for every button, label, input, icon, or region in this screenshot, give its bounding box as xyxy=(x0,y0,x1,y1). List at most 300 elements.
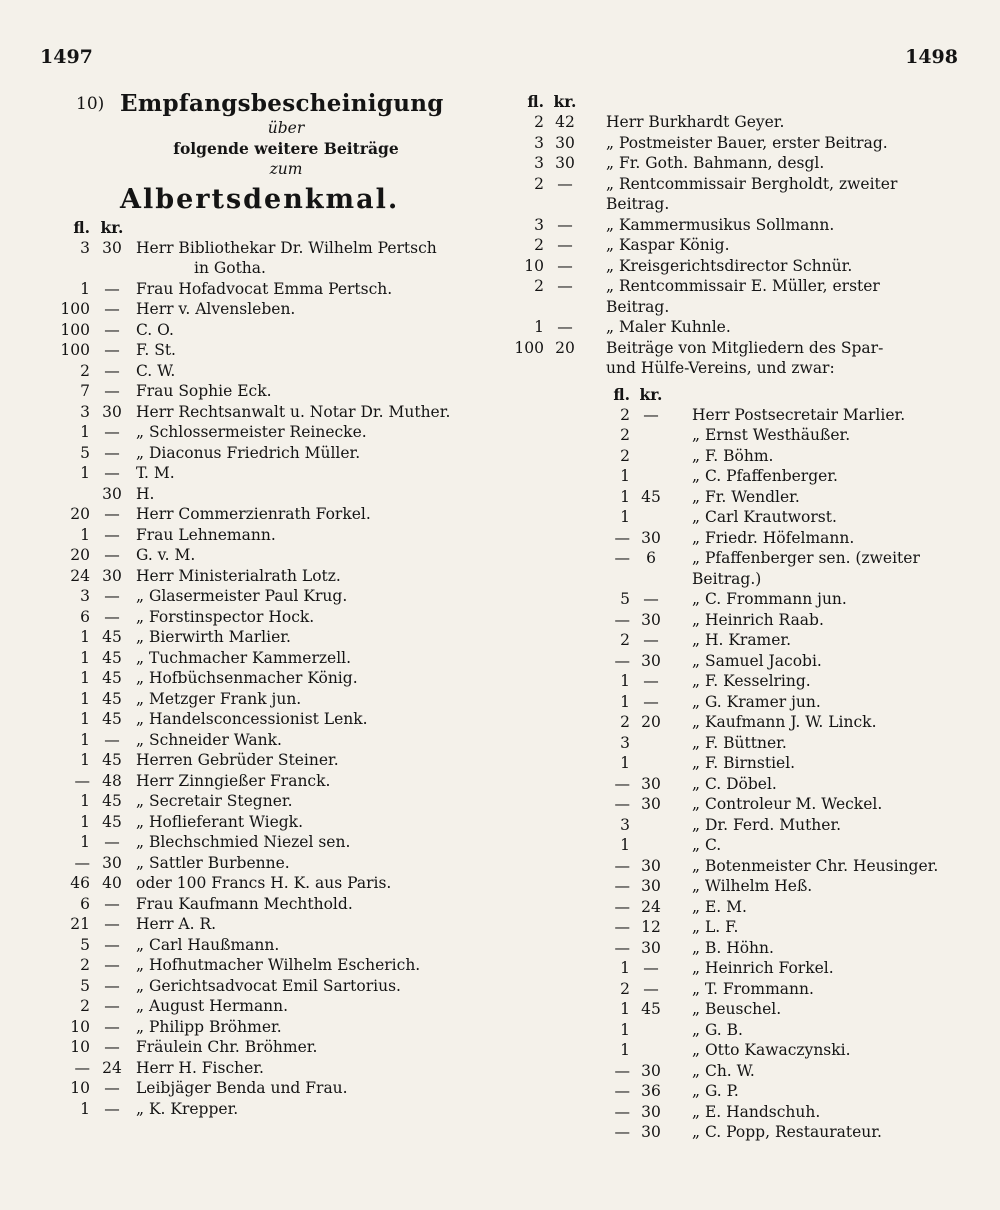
donation-row xyxy=(586,446,958,467)
donation-row xyxy=(36,1078,490,1099)
donor-text: „ K. Krepper. xyxy=(136,1099,239,1118)
amount-fl: 1 xyxy=(620,754,630,772)
header-kr: kr. xyxy=(553,92,577,111)
amount-fl: 3 xyxy=(534,215,544,234)
donor-text: „ Glasermeister Paul Krug. xyxy=(136,587,348,605)
amount-fl: — xyxy=(614,774,630,793)
donation-row xyxy=(36,1058,490,1079)
amount-fl: 3 xyxy=(620,815,630,834)
amount-fl: 2 xyxy=(620,405,630,424)
amount-fl: 1 xyxy=(80,1099,90,1118)
section-heading xyxy=(36,92,490,118)
amount-kr: — xyxy=(104,833,120,851)
donation-row xyxy=(586,630,958,651)
donor-text: F. St. xyxy=(136,341,176,359)
donor-text: „ Wilhelm Heß. xyxy=(692,877,813,895)
amount-fl: 1 xyxy=(80,423,90,441)
donation-row xyxy=(36,525,490,546)
donation-row xyxy=(586,794,958,815)
donation-row xyxy=(586,405,958,426)
donation-row xyxy=(586,1081,958,1102)
donor-text: „ Bierwirth Marlier. xyxy=(136,628,291,646)
donor-text: „ Carl Haußmann. xyxy=(136,935,280,954)
amount-fl: 6 xyxy=(80,607,90,626)
donation-row xyxy=(586,876,958,897)
amount-kr: 40 xyxy=(102,874,122,892)
donor-text: H. xyxy=(136,484,155,503)
donation-row xyxy=(36,422,490,443)
donor-text: „ F. Böhm. xyxy=(692,446,774,465)
donation-row xyxy=(36,566,490,587)
amount-kr: 30 xyxy=(641,1061,661,1080)
donor-text: „ Carl Krautworst. xyxy=(692,508,837,526)
amount-fl: 2 xyxy=(80,361,90,380)
donation-row xyxy=(586,692,958,713)
donor-text: „ Controleur M. Weckel. xyxy=(692,795,883,813)
amount-kr: 30 xyxy=(641,528,661,547)
donation-row xyxy=(586,548,958,569)
donation-row xyxy=(36,894,490,915)
donation-row xyxy=(586,774,958,795)
amount-kr: — xyxy=(557,318,573,336)
amount-kr: — xyxy=(104,279,120,298)
header-fl: fl. xyxy=(527,92,544,111)
amount-kr: — xyxy=(104,423,120,441)
amount-kr: — xyxy=(104,1017,120,1036)
amount-fl xyxy=(36,484,90,505)
amount-fl: 2 xyxy=(620,979,630,998)
amount-fl: — xyxy=(614,610,630,629)
amount-kr: 45 xyxy=(641,1000,661,1018)
amount-kr xyxy=(90,258,134,279)
amount-fl xyxy=(500,358,544,379)
amount-fl: 1 xyxy=(80,279,90,298)
donor-text: „ G. Kramer jun. xyxy=(692,692,821,711)
amount-fl: 2 xyxy=(534,236,544,254)
amount-kr: 45 xyxy=(102,710,122,728)
amount-fl: — xyxy=(74,771,90,790)
amount-fl: 20 xyxy=(70,546,90,564)
donation-row xyxy=(586,610,958,631)
donor-text: Herr Burkhardt Geyer. xyxy=(606,113,785,131)
donation-row xyxy=(36,996,490,1017)
donor-text: Beitrag. xyxy=(606,297,670,316)
donation-row xyxy=(36,586,490,607)
amount-kr: 30 xyxy=(641,774,661,793)
donor-text: „ Rentcommissair Bergholdt, zweiter xyxy=(606,174,898,193)
amount-fl: 3 xyxy=(80,587,90,605)
amount-fl: — xyxy=(614,549,630,567)
amount-kr: 30 xyxy=(641,938,661,957)
amount-kr: — xyxy=(104,320,120,339)
donation-row xyxy=(586,487,958,508)
donor-text: „ Kaspar König. xyxy=(606,236,730,254)
donor-text: „ Sattler Burbenne. xyxy=(136,853,290,872)
donor-text: „ Kammermusikus Sollmann. xyxy=(606,215,835,234)
donation-row xyxy=(36,750,490,771)
amount-fl: 2 xyxy=(620,426,630,444)
donation-row xyxy=(586,651,958,672)
amount-fl: 1 xyxy=(80,812,90,831)
amount-kr: 30 xyxy=(641,856,661,875)
donor-text: „ Maler Kuhnle. xyxy=(606,318,731,336)
amount-kr: — xyxy=(104,1038,120,1056)
amount-fl: 1 xyxy=(80,792,90,810)
amount-fl: 24 xyxy=(70,566,90,585)
heading-line: über xyxy=(267,119,305,137)
donor-text: Beiträge von Mitgliedern des Spar- xyxy=(606,338,884,357)
donation-row xyxy=(36,381,490,402)
amount-fl: 10 xyxy=(70,1017,90,1036)
donation-row xyxy=(36,1037,490,1058)
amount-fl: 5 xyxy=(80,976,90,995)
donor-text: Herr A. R. xyxy=(136,915,217,933)
donor-text: C. O. xyxy=(136,320,174,339)
donor-text: T. M. xyxy=(136,464,175,482)
donation-row xyxy=(500,276,958,297)
amount-fl: — xyxy=(614,528,630,547)
amount-fl xyxy=(500,194,544,215)
donor-text: Herr Zinngießer Franck. xyxy=(136,771,331,790)
amount-fl: 1 xyxy=(620,487,630,506)
amount-kr: 42 xyxy=(555,113,575,131)
donation-row xyxy=(36,648,490,669)
donation-row xyxy=(36,545,490,566)
amount-kr xyxy=(630,835,672,856)
donor-text: „ C. Pfaffenberger. xyxy=(692,467,838,485)
donor-text: Beitrag.) xyxy=(692,569,762,588)
amount-kr xyxy=(544,194,586,215)
amount-kr: — xyxy=(104,505,120,523)
amount-fl: 1 xyxy=(620,959,630,977)
donor-text: „ Otto Kawaczynski. xyxy=(692,1041,851,1059)
amount-kr xyxy=(630,733,672,754)
amount-kr: — xyxy=(557,215,573,234)
donor-text: „ C. Döbel. xyxy=(692,774,777,793)
left-column xyxy=(36,92,490,1119)
donation-row xyxy=(36,320,490,341)
donation-row xyxy=(36,361,490,382)
amount-kr: — xyxy=(104,341,120,359)
amount-kr: 20 xyxy=(641,713,661,731)
donor-text: „ Samuel Jacobi. xyxy=(692,651,822,670)
donor-text: „ Hofbüchsenmacher König. xyxy=(136,669,358,687)
donation-row xyxy=(586,835,958,856)
amount-fl: 100 xyxy=(60,300,90,318)
amount-fl: 2 xyxy=(620,631,630,649)
donor-text: „ Forstinspector Hock. xyxy=(136,607,315,626)
amount-kr: — xyxy=(643,672,659,690)
amount-kr: 20 xyxy=(555,338,575,357)
donor-text: oder 100 Francs H. K. aus Paris. xyxy=(136,874,392,892)
monument-title: Albertsdenkmal. xyxy=(120,183,400,215)
donor-text: „ C. Popp, Restaurateur. xyxy=(692,1123,882,1141)
amount-fl: 2 xyxy=(534,113,544,131)
amount-kr: — xyxy=(104,894,120,913)
donor-text: C. W. xyxy=(136,361,176,380)
right-column xyxy=(500,92,958,1143)
donor-text: Herr Bibliothekar Dr. Wilhelm Pertsch xyxy=(136,238,437,257)
amount-fl: 2 xyxy=(620,713,630,731)
header-fl: fl. xyxy=(73,217,90,237)
donation-row xyxy=(36,402,490,423)
club-sublist xyxy=(586,385,958,1143)
amount-kr: — xyxy=(643,979,659,998)
amount-fl: — xyxy=(614,1102,630,1121)
donor-text: G. v. M. xyxy=(136,546,196,564)
amount-kr: — xyxy=(104,935,120,954)
amount-fl: 1 xyxy=(80,730,90,749)
amount-kr: — xyxy=(104,976,120,995)
amount-kr: — xyxy=(643,959,659,977)
donation-row xyxy=(36,1099,490,1120)
amount-fl: — xyxy=(614,856,630,875)
amount-kr: — xyxy=(104,956,120,974)
section-title: Empfangsbescheinigung xyxy=(120,90,444,117)
amount-kr: 45 xyxy=(102,792,122,810)
amount-fl: 21 xyxy=(70,915,90,933)
donation-row xyxy=(500,338,958,359)
donor-text: Herr v. Alvensleben. xyxy=(136,300,296,318)
donation-row xyxy=(500,317,958,338)
donor-text: „ Secretair Stegner. xyxy=(136,792,293,810)
amount-fl: 10 xyxy=(70,1038,90,1056)
donation-row xyxy=(36,504,490,525)
amount-kr: — xyxy=(104,382,120,400)
amount-fl: 1 xyxy=(80,710,90,728)
amount-fl: 1 xyxy=(80,669,90,687)
donation-row xyxy=(586,1102,958,1123)
donation-row xyxy=(586,589,958,610)
donation-row xyxy=(586,425,958,446)
donation-row xyxy=(586,671,958,692)
heading-line: zum xyxy=(269,160,303,178)
donor-text: Herren Gebrüder Steiner. xyxy=(136,751,339,769)
donor-text: „ Gerichtsadvocat Emil Sartorius. xyxy=(136,976,401,995)
amount-fl: 2 xyxy=(620,446,630,465)
donation-row xyxy=(586,733,958,754)
donation-row xyxy=(36,668,490,689)
amount-kr: — xyxy=(104,525,120,544)
amount-kr: — xyxy=(104,464,120,482)
amount-fl: 1 xyxy=(80,648,90,667)
amount-fl: 3 xyxy=(534,133,544,152)
donation-row xyxy=(36,1017,490,1038)
donation-row xyxy=(36,914,490,935)
donation-row xyxy=(36,771,490,792)
donor-text: „ Heinrich Forkel. xyxy=(692,959,834,977)
amount-fl: 1 xyxy=(620,1020,630,1039)
donor-text: „ Hoflieferant Wiegk. xyxy=(136,812,304,831)
donation-row xyxy=(500,112,958,133)
amount-kr xyxy=(630,1040,672,1061)
donor-text: „ Rentcommissair E. Müller, erster xyxy=(606,277,880,295)
amount-kr: 30 xyxy=(641,610,661,629)
donation-row xyxy=(36,463,490,484)
amount-kr: — xyxy=(104,587,120,605)
amount-fl: — xyxy=(614,877,630,895)
donation-row xyxy=(36,340,490,361)
donation-row xyxy=(500,194,958,215)
donor-text: Herr H. Fischer. xyxy=(136,1058,264,1077)
amount-kr: — xyxy=(104,607,120,626)
amount-kr xyxy=(630,425,672,446)
donor-text: Frau Lehnemann. xyxy=(136,525,276,544)
donor-text: „ Hofhutmacher Wilhelm Escherich. xyxy=(136,956,421,974)
donor-text: Frau Sophie Eck. xyxy=(136,382,272,400)
amount-kr: 45 xyxy=(641,487,661,506)
amount-kr xyxy=(630,569,672,590)
donation-row xyxy=(586,1020,958,1041)
donor-text: „ Friedr. Höfelmann. xyxy=(692,528,855,547)
donation-row xyxy=(586,979,958,1000)
amount-fl: 7 xyxy=(80,382,90,400)
donation-row xyxy=(500,133,958,154)
donor-text: „ F. Büttner. xyxy=(692,733,787,752)
donor-text: „ Beuschel. xyxy=(692,1000,782,1018)
donor-text: „ H. Kramer. xyxy=(692,631,792,649)
amount-fl: 1 xyxy=(80,464,90,482)
amount-kr: — xyxy=(104,1079,120,1097)
amount-kr xyxy=(630,1020,672,1041)
amount-kr: 12 xyxy=(641,918,661,936)
donation-row xyxy=(586,917,958,938)
donor-text: „ E. M. xyxy=(692,897,747,916)
donation-row xyxy=(586,528,958,549)
amount-kr: 30 xyxy=(641,795,661,813)
amount-kr: 30 xyxy=(641,877,661,895)
amount-fl xyxy=(586,569,630,590)
amount-kr xyxy=(630,466,672,487)
amount-kr: — xyxy=(104,300,120,318)
amount-kr: 30 xyxy=(102,402,122,421)
donor-text: Leibjäger Benda und Frau. xyxy=(136,1079,348,1097)
donor-text: „ Blechschmied Niezel sen. xyxy=(136,833,351,851)
amount-kr: 45 xyxy=(102,751,122,769)
amount-fl: 6 xyxy=(80,894,90,913)
amount-fl: 5 xyxy=(620,590,630,608)
donor-text: „ Heinrich Raab. xyxy=(692,610,824,629)
donation-row xyxy=(586,815,958,836)
donation-row xyxy=(36,853,490,874)
amount-kr: — xyxy=(104,361,120,380)
donor-text: „ Botenmeister Chr. Heusinger. xyxy=(692,856,939,875)
heading-line: folgende weitere Beiträge xyxy=(173,138,399,158)
donation-row xyxy=(36,791,490,812)
column-header xyxy=(586,385,958,405)
amount-kr: 48 xyxy=(102,771,122,790)
donor-text: „ C. xyxy=(692,836,722,854)
donation-row xyxy=(586,712,958,733)
amount-kr: — xyxy=(557,236,573,254)
donation-row xyxy=(586,1061,958,1082)
donation-list-left xyxy=(36,238,490,1120)
donor-text: „ Ch. W. xyxy=(692,1061,755,1080)
donation-row xyxy=(586,753,958,774)
amount-kr: 30 xyxy=(102,238,122,257)
amount-fl: — xyxy=(614,897,630,916)
amount-kr: 36 xyxy=(641,1082,661,1100)
amount-kr: — xyxy=(643,405,659,424)
amount-fl xyxy=(500,297,544,318)
donor-text: Fräulein Chr. Bröhmer. xyxy=(136,1038,318,1056)
donation-row xyxy=(500,174,958,195)
amount-kr: — xyxy=(104,915,120,933)
amount-kr: — xyxy=(643,590,659,608)
donation-row xyxy=(36,689,490,710)
amount-kr: — xyxy=(643,631,659,649)
amount-fl: 100 xyxy=(60,320,90,339)
donation-row xyxy=(500,153,958,174)
donation-row xyxy=(586,1040,958,1061)
donation-list-right xyxy=(500,112,958,379)
amount-fl: 10 xyxy=(524,256,544,275)
amount-fl: 2 xyxy=(534,277,544,295)
amount-fl: 2 xyxy=(534,174,544,193)
amount-fl: 10 xyxy=(70,1079,90,1097)
header-kr: kr. xyxy=(639,384,663,404)
donation-row xyxy=(36,238,490,259)
donor-text: und Hülfe-Vereins, und zwar: xyxy=(606,359,835,377)
amount-kr: 45 xyxy=(102,648,122,667)
amount-kr: 30 xyxy=(102,484,122,503)
amount-fl: 5 xyxy=(80,443,90,462)
donor-text: „ Kreisgerichtsdirector Schnür. xyxy=(606,256,853,275)
amount-kr: 45 xyxy=(102,689,122,708)
amount-fl: 20 xyxy=(70,505,90,523)
amount-kr: — xyxy=(104,997,120,1015)
donation-row xyxy=(36,443,490,464)
donor-text: „ B. Höhn. xyxy=(692,938,774,957)
amount-fl: 3 xyxy=(620,733,630,752)
donation-row xyxy=(586,1122,958,1143)
amount-kr xyxy=(630,507,672,528)
page-number-left: 1497 xyxy=(40,46,93,68)
amount-kr: 30 xyxy=(555,154,575,172)
amount-fl: — xyxy=(614,1123,630,1141)
amount-fl: — xyxy=(74,1058,90,1077)
donation-row xyxy=(36,258,490,279)
column-header xyxy=(36,218,490,238)
donation-row xyxy=(500,256,958,277)
amount-fl: 1 xyxy=(620,672,630,690)
donor-text: „ C. Frommann jun. xyxy=(692,590,847,608)
donation-row xyxy=(586,897,958,918)
page-number-right: 1498 xyxy=(905,46,958,68)
amount-fl: 1 xyxy=(620,1000,630,1018)
amount-kr: 30 xyxy=(555,133,575,152)
donor-text: „ Tuchmacher Kammerzell. xyxy=(136,648,352,667)
amount-kr: 6 xyxy=(646,549,656,567)
amount-kr: 30 xyxy=(102,566,122,585)
amount-kr: 24 xyxy=(641,897,661,916)
amount-fl: 1 xyxy=(620,1041,630,1059)
donation-row xyxy=(36,976,490,997)
donor-text: „ Ernst Westhäußer. xyxy=(692,426,851,444)
donation-row xyxy=(36,607,490,628)
amount-kr: 45 xyxy=(102,628,122,646)
amount-fl: 100 xyxy=(60,341,90,359)
donor-text: Frau Hofadvocat Emma Pertsch. xyxy=(136,279,393,298)
donor-text: „ August Hermann. xyxy=(136,997,289,1015)
amount-fl: 100 xyxy=(514,338,544,357)
donation-row xyxy=(500,215,958,236)
amount-kr xyxy=(630,753,672,774)
amount-fl: — xyxy=(614,938,630,957)
donor-text: Beitrag. xyxy=(606,195,670,213)
amount-fl: 1 xyxy=(80,833,90,851)
donation-row xyxy=(36,709,490,730)
